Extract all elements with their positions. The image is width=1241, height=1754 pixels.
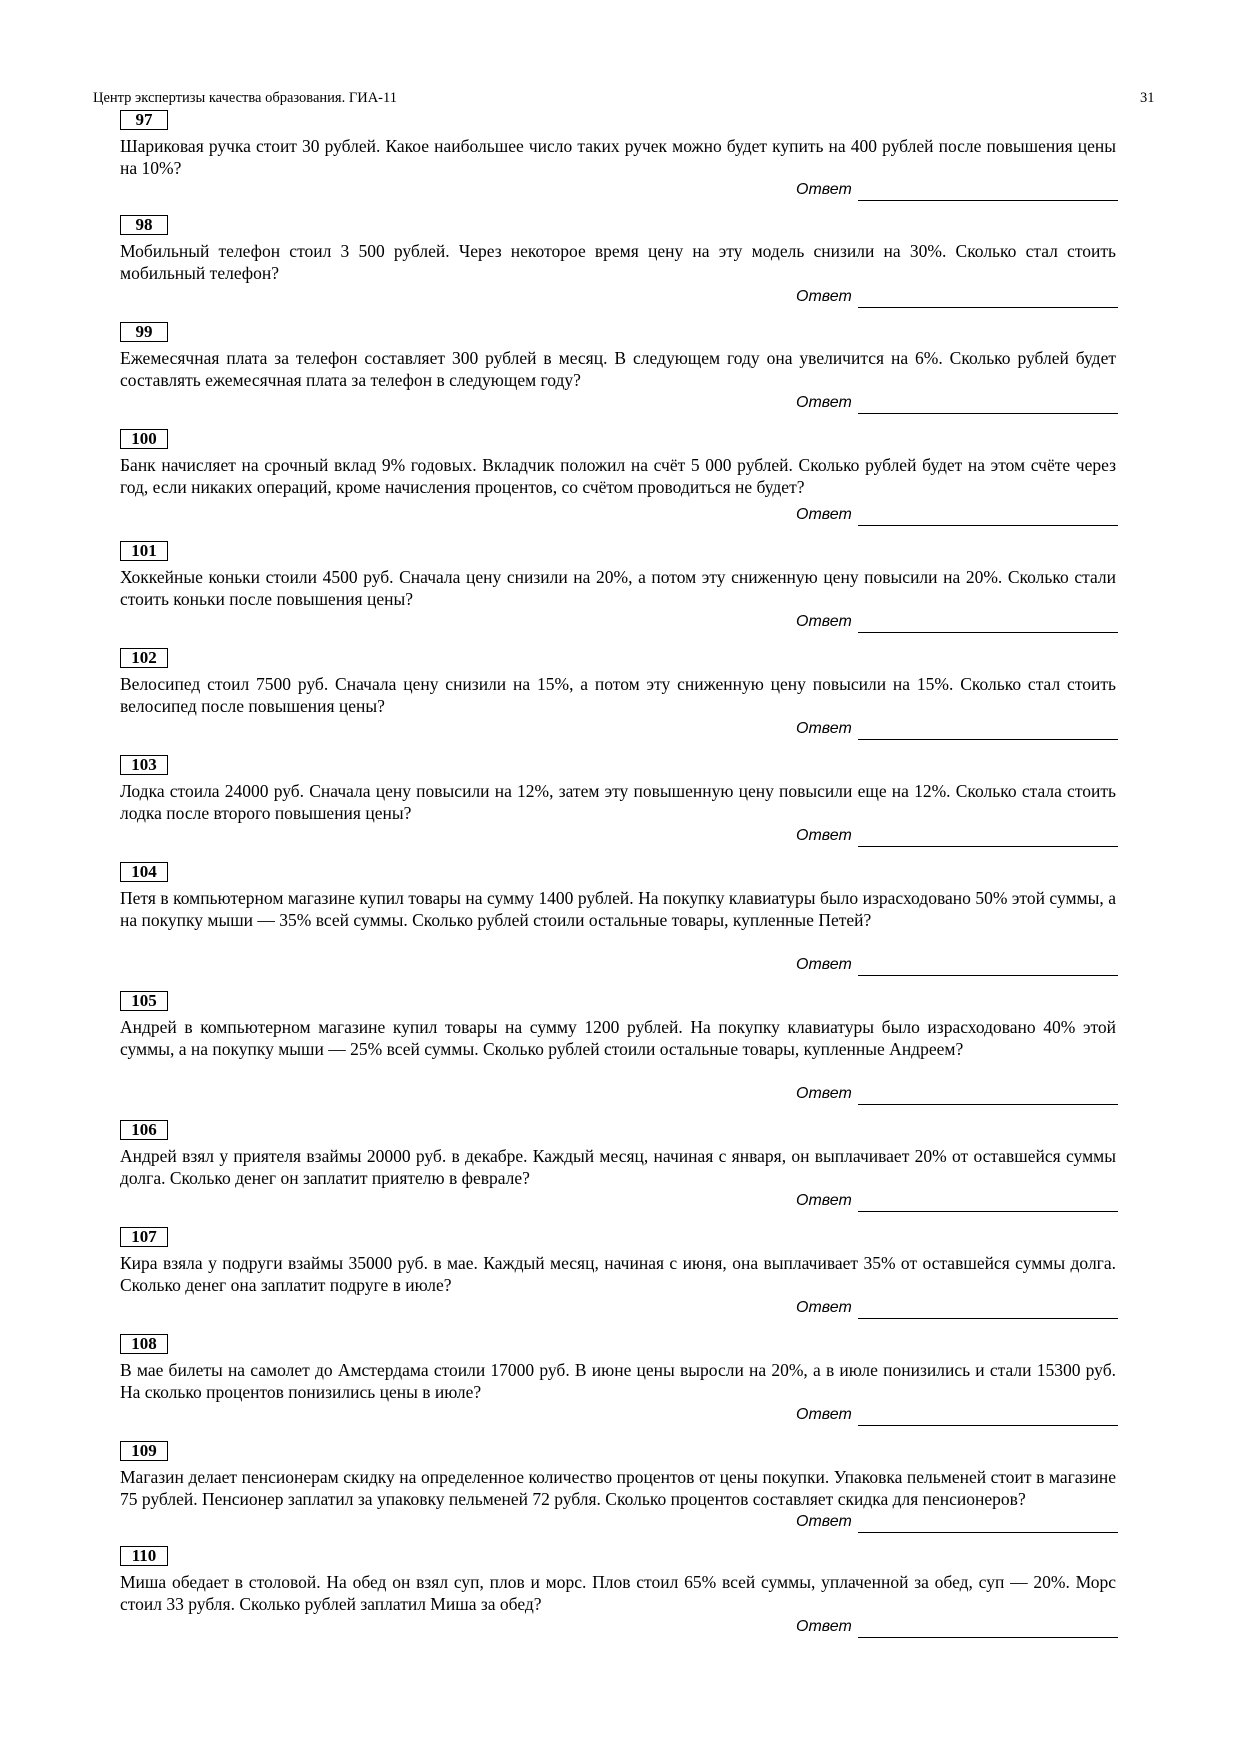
task-text: Хоккейные коньки стоили 4500 руб. Сначала цену снизили на 20%, а потом эту сниженную цену повысили на 20%. Сколько стали стоить коньки после повышения цены?	[120, 567, 1116, 609]
task-text: Миша обедает в столовой. На обед он взял суп, плов и морс. Плов стоил 65% всей суммы, уплаченной за обед, суп — 20%. Морс стоил 33 рубля. Сколько рублей заплатил Миша за обед?	[120, 1572, 1116, 1614]
task-number: 105	[120, 991, 168, 1011]
answer-field-106[interactable]	[796, 1191, 1118, 1213]
answer-line[interactable]	[858, 1104, 1118, 1105]
task-text: Магазин делает пенсионерам скидку на определенное количество процентов от цены покупки. Упаковка пельменей стоит в магазине 75 рублей. Пенсионер заплатил за упаковку пельменей 72 рубля. Сколько процентов составляет скидка для пенсионеров?	[120, 1467, 1116, 1509]
task-108	[120, 1334, 1116, 1403]
task-number: 107	[120, 1227, 168, 1247]
task-text: Велосипед стоил 7500 руб. Сначала цену снизили на 15%, а потом эту сниженную цену повысили на 15%. Сколько стал стоить велосипед после повышения цены?	[120, 674, 1116, 716]
task-number: 99	[120, 322, 168, 342]
task-109	[120, 1441, 1116, 1510]
task-number: 100	[120, 429, 168, 449]
answer-label: Ответ	[796, 181, 852, 198]
task-number: 98	[120, 215, 168, 235]
answer-label: Ответ	[796, 1406, 852, 1423]
task-text: В мае билеты на самолет до Амстердама стоили 17000 руб. В июне цены выросли на 20%, а в июле понизились и стали 15300 руб. На сколько процентов понизились цены в июле?	[120, 1360, 1116, 1402]
answer-label: Ответ	[796, 506, 852, 523]
answer-label: Ответ	[796, 1618, 852, 1635]
task-text: Шариковая ручка стоит 30 рублей. Какое наибольшее число таких ручек можно будет купить на 400 рублей после повышения цены на 10%?	[120, 136, 1116, 178]
task-text: Андрей в компьютерном магазине купил товары на сумму 1200 рублей. На покупку клавиатуры было израсходовано 40% этой суммы, а на покупку мыши — 25% всей суммы. Сколько рублей стоили остальные товары, купленные Андреем?	[120, 1017, 1116, 1059]
task-text: Ежемесячная плата за телефон составляет 300 рублей в месяц. В следующем году она увеличится на 6%. Сколько рублей будет составлять ежемесячная плата за телефон в следующем году?	[120, 348, 1116, 390]
task-97	[120, 110, 1116, 179]
page-number: 31	[1140, 90, 1155, 106]
task-number: 97	[120, 110, 168, 130]
task-99	[120, 322, 1116, 391]
task-text: Мобильный телефон стоил 3 500 рублей. Через некоторое время цену на эту модель снизили на 30%. Сколько стал стоить мобильный телефон?	[120, 241, 1116, 283]
answer-line[interactable]	[858, 413, 1118, 414]
task-number: 103	[120, 755, 168, 775]
task-110	[120, 1546, 1116, 1615]
task-number: 108	[120, 1334, 168, 1354]
task-text: Андрей взял у приятеля взаймы 20000 руб. в декабре. Каждый месяц, начиная с января, он выплачивает 20% от оставшейся суммы долга. Сколько денег он заплатит приятелю в феврале?	[120, 1146, 1116, 1188]
task-102	[120, 648, 1116, 717]
answer-line[interactable]	[858, 307, 1118, 308]
task-number: 104	[120, 862, 168, 882]
answer-label: Ответ	[796, 1513, 852, 1530]
answer-line[interactable]	[858, 1211, 1118, 1212]
task-text: Банк начисляет на срочный вклад 9% годовых. Вкладчик положил на счёт 5 000 рублей. Сколько рублей будет на этом счёте через год, если никаких операций, кроме начисления процентов, со счётом проводиться не будет?	[120, 455, 1116, 497]
task-98	[120, 215, 1116, 284]
task-number: 102	[120, 648, 168, 668]
task-105	[120, 991, 1116, 1060]
task-107	[120, 1227, 1116, 1296]
answer-field-99[interactable]	[796, 393, 1118, 415]
answer-field-101[interactable]	[796, 612, 1118, 634]
answer-field-109[interactable]	[796, 1512, 1118, 1534]
answer-field-110[interactable]	[796, 1617, 1118, 1639]
running-header: Центр экспертизы качества образования. ГИА-11	[93, 90, 397, 106]
answer-line[interactable]	[858, 1532, 1118, 1533]
task-text: Петя в компьютерном магазине купил товары на сумму 1400 рублей. На покупку клавиатуры было израсходовано 50% этой суммы, а на покупку мыши — 35% всей суммы. Сколько рублей стоили остальные товары, купленные Петей?	[120, 888, 1116, 930]
answer-label: Ответ	[796, 827, 852, 844]
answer-line[interactable]	[858, 739, 1118, 740]
answer-field-100[interactable]	[796, 505, 1118, 527]
answer-label: Ответ	[796, 1192, 852, 1209]
answer-label: Ответ	[796, 394, 852, 411]
answer-line[interactable]	[858, 1318, 1118, 1319]
answer-label: Ответ	[796, 288, 852, 305]
answer-field-103[interactable]	[796, 826, 1118, 848]
answer-line[interactable]	[858, 975, 1118, 976]
answer-label: Ответ	[796, 956, 852, 973]
answer-line[interactable]	[858, 632, 1118, 633]
answer-line[interactable]	[858, 846, 1118, 847]
answer-line[interactable]	[858, 1425, 1118, 1426]
task-text: Кира взяла у подруги взаймы 35000 руб. в мае. Каждый месяц, начиная с июня, она выплачивает 35% от оставшейся суммы долга. Сколько денег она заплатит подруге в июле?	[120, 1253, 1116, 1295]
task-101	[120, 541, 1116, 610]
answer-field-97[interactable]	[796, 180, 1118, 202]
answer-line[interactable]	[858, 525, 1118, 526]
answer-label: Ответ	[796, 1299, 852, 1316]
task-104	[120, 862, 1116, 931]
task-103	[120, 755, 1116, 824]
answer-label: Ответ	[796, 1085, 852, 1102]
answer-field-107[interactable]	[796, 1298, 1118, 1320]
answer-label: Ответ	[796, 613, 852, 630]
task-100	[120, 429, 1116, 498]
answer-field-105[interactable]	[796, 1084, 1118, 1106]
task-number: 101	[120, 541, 168, 561]
answer-field-108[interactable]	[796, 1405, 1118, 1427]
answer-label: Ответ	[796, 720, 852, 737]
task-number: 110	[120, 1546, 168, 1566]
task-number: 106	[120, 1120, 168, 1140]
answer-line[interactable]	[858, 200, 1118, 201]
task-text: Лодка стоила 24000 руб. Сначала цену повысили на 12%, затем эту повышенную цену повысили еще на 12%. Сколько стала стоить лодка после второго повышения цены?	[120, 781, 1116, 823]
task-106	[120, 1120, 1116, 1189]
task-number: 109	[120, 1441, 168, 1461]
answer-field-102[interactable]	[796, 719, 1118, 741]
answer-line[interactable]	[858, 1637, 1118, 1638]
answer-field-98[interactable]	[796, 287, 1118, 309]
answer-field-104[interactable]	[796, 955, 1118, 977]
